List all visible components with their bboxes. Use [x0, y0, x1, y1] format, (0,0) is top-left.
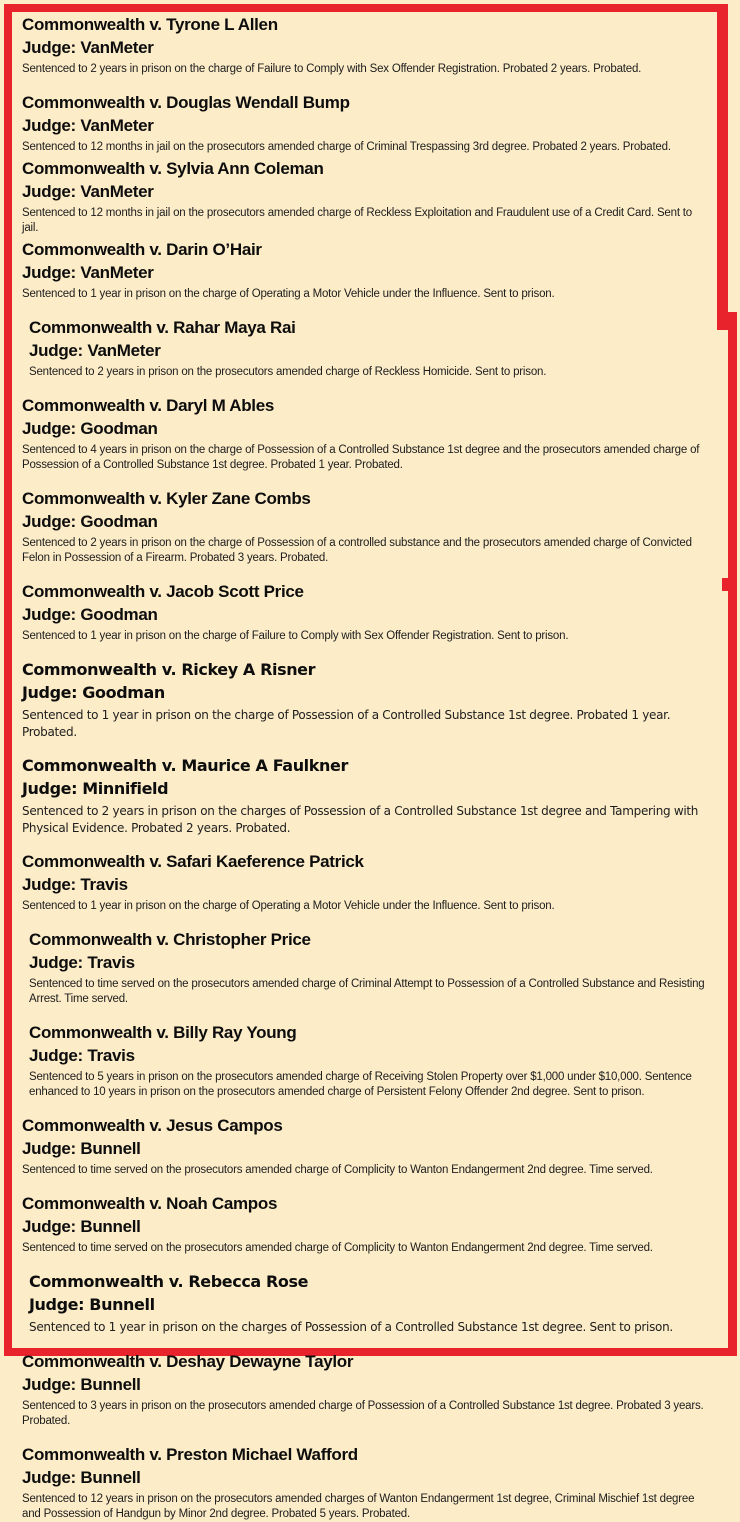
case-judge-line	[22, 1468, 707, 1488]
case-entry	[22, 1193, 707, 1256]
judge-name: VanMeter	[87, 341, 161, 360]
case-title: Commonwealth v. Deshay Dewayne Taylor	[22, 1351, 354, 1371]
judge-name: Travis	[80, 875, 128, 894]
judge-name: Goodman	[80, 605, 158, 624]
case-summary: Sentenced to 1 year in prison on the charge of Operating a Motor Vehicle under the Influence. Sent to prison.	[22, 288, 555, 300]
case-entry	[22, 158, 707, 236]
case-judge-line	[22, 419, 707, 439]
judge-name: Travis	[87, 1046, 135, 1065]
red-border-top	[4, 4, 728, 12]
case-entry	[22, 1271, 707, 1336]
case-entry	[22, 395, 707, 473]
judge-name: VanMeter	[80, 38, 154, 57]
case-title: Commonwealth v. Jacob Scott Price	[22, 582, 304, 601]
case-entry	[22, 1115, 707, 1178]
case-summary: Sentenced to 2 years in prison on the prosecutors amended charge of Reckless Homicide. Sent to prison.	[29, 366, 547, 378]
case-title: Commonwealth v. Preston Michael Wafford	[22, 1444, 358, 1464]
case-summary: Sentenced to 12 years in prison on the prosecutors amended charges of Wanton Endangerment 1st degree, Criminal Mischief 1st degree and Possession of Handgun by Minor 2nd degree. Probated 5 years. Probated.	[22, 1492, 695, 1520]
case-summary: Sentenced to 5 years in prison on the prosecutors amended charge of Receiving Stolen Property over $1,000 under $10,000. Sentence enhanced to 10 years in prison on the prosecutors amended charge of Persistent Felony Offender 2nd degree. Sent to prison.	[29, 1071, 692, 1098]
judge-label: Judge:	[22, 875, 76, 894]
case-entry	[22, 14, 707, 77]
judge-label: Judge:	[22, 1374, 76, 1394]
case-entry	[22, 851, 707, 914]
judge-label: Judge:	[29, 1295, 85, 1314]
case-judge-line	[22, 605, 707, 625]
case-title: Commonwealth v. Billy Ray Young	[29, 1023, 297, 1042]
judge-name: Bunnell	[80, 1217, 141, 1236]
case-list	[12, 12, 717, 1522]
case-title: Commonwealth v. Sylvia Ann Coleman	[22, 159, 324, 178]
judge-label: Judge:	[22, 419, 76, 438]
case-summary: Sentenced to 4 years in prison on the charge of Possession of a Controlled Substance 1st degree and the prosecutors amended charge of Possession of a Controlled Substance 1st degree. Probated 1 year. Probated.	[22, 444, 700, 471]
case-title: Commonwealth v. Rahar Maya Rai	[29, 318, 296, 337]
case-judge-line	[22, 1375, 707, 1395]
judge-name: Bunnell	[80, 1139, 141, 1158]
case-summary: Sentenced to 12 months in jail on the prosecutors amended charge of Criminal Trespassing 3rd degree. Probated 2 years. Probated.	[22, 141, 671, 153]
judge-label: Judge:	[22, 38, 76, 57]
case-judge-line	[22, 116, 707, 136]
case-title: Commonwealth v. Maurice A Faulkner	[22, 756, 348, 775]
case-summary: Sentenced to 1 year in prison on the charge of Failure to Comply with Sex Offender Registration. Sent to prison.	[22, 630, 569, 642]
case-summary: Sentenced to 2 years in prison on the charges of Possession of a Controlled Substance 1st degree and Tampering with Physical Evidence. Probated 2 years. Probated.	[22, 804, 699, 835]
case-summary: Sentenced to 1 year in prison on the charge of Possession of a Controlled Substance 1st degree. Probated 1 year. Probated.	[22, 708, 671, 739]
judge-name: VanMeter	[80, 182, 154, 201]
case-entry	[22, 92, 707, 155]
judge-name: Bunnell	[89, 1295, 155, 1314]
case-judge-line	[22, 683, 707, 703]
case-title: Commonwealth v. Daryl M Ables	[22, 396, 275, 415]
case-entry	[22, 239, 707, 302]
case-judge-line	[22, 38, 707, 58]
case-title: Commonwealth v. Tyrone L Allen	[22, 15, 278, 34]
case-entry	[22, 1022, 707, 1100]
case-title: Commonwealth v. Safari Kaeference Patrick	[22, 852, 364, 871]
red-border-right-upper	[717, 4, 728, 330]
red-border-seam-notch	[722, 578, 728, 591]
case-summary: Sentenced to 1 year in prison on the charges of Possession of a Controlled Substance 1st degree. Sent to prison.	[29, 1320, 673, 1334]
judge-name: VanMeter	[80, 116, 154, 135]
case-entry	[22, 929, 707, 1007]
judge-name: VanMeter	[80, 263, 154, 282]
judge-label: Judge:	[29, 1046, 83, 1065]
case-title: Commonwealth v. Rebecca Rose	[29, 1272, 309, 1291]
case-summary: Sentenced to time served on the prosecutors amended charge of Complicity to Wanton Endangerment 2nd degree. Time served.	[22, 1164, 653, 1176]
judge-name: Bunnell	[80, 1467, 141, 1487]
case-title: Commonwealth v. Rickey A Risner	[22, 660, 316, 679]
case-judge-line	[29, 1046, 707, 1066]
case-entry	[22, 317, 707, 380]
case-judge-line	[22, 779, 707, 799]
case-summary: Sentenced to 12 months in jail on the prosecutors amended charge of Reckless Exploitation and Fraudulent use of a Credit Card. Sent to jail.	[22, 207, 693, 234]
judge-name: Travis	[87, 953, 135, 972]
judge-label: Judge:	[22, 182, 76, 201]
case-judge-line	[22, 875, 707, 895]
case-judge-line	[22, 1217, 707, 1237]
case-entry	[22, 755, 707, 836]
case-judge-line	[22, 182, 707, 202]
case-judge-line	[22, 512, 707, 532]
case-entry	[22, 1444, 707, 1522]
case-judge-line	[22, 1139, 707, 1159]
judge-label: Judge:	[22, 779, 78, 798]
judge-name: Goodman	[80, 419, 158, 438]
case-judge-line	[29, 953, 707, 973]
judge-label: Judge:	[22, 512, 76, 531]
case-summary: Sentenced to 1 year in prison on the charge of Operating a Motor Vehicle under the Influence. Sent to prison.	[22, 900, 555, 912]
judge-label: Judge:	[22, 263, 76, 282]
case-title: Commonwealth v. Douglas Wendall Bump	[22, 93, 350, 112]
judge-name: Bunnell	[80, 1374, 141, 1394]
case-entry	[22, 581, 707, 644]
judge-label: Judge:	[29, 341, 83, 360]
judge-label: Judge:	[22, 1139, 76, 1158]
case-title: Commonwealth v. Christopher Price	[29, 930, 311, 949]
judge-label: Judge:	[22, 605, 76, 624]
case-entry	[22, 488, 707, 566]
judge-label: Judge:	[29, 953, 83, 972]
case-title: Commonwealth v. Noah Campos	[22, 1194, 278, 1213]
case-summary: Sentenced to time served on the prosecutors amended charge of Criminal Attempt to Possession of a Controlled Substance and Resisting Arrest. Time served.	[29, 978, 705, 1005]
case-title: Commonwealth v. Darin O’Hair	[22, 240, 262, 259]
judge-label: Judge:	[22, 683, 78, 702]
judge-label: Judge:	[22, 1467, 76, 1487]
judge-name: Goodman	[82, 683, 165, 702]
case-judge-line	[22, 263, 707, 283]
red-border-left	[4, 4, 12, 1356]
case-judge-line	[29, 1295, 707, 1315]
red-border-right-lower	[728, 312, 737, 1356]
case-title: Commonwealth v. Kyler Zane Combs	[22, 489, 311, 508]
case-summary: Sentenced to time served on the prosecutors amended charge of Complicity to Wanton Endangerment 2nd degree. Time served.	[22, 1242, 653, 1254]
case-summary: Sentenced to 3 years in prison on the prosecutors amended charge of Possession of a Controlled Substance 1st degree. Probated 3 years. Probated.	[22, 1399, 704, 1427]
case-title: Commonwealth v. Jesus Campos	[22, 1116, 283, 1135]
case-summary: Sentenced to 2 years in prison on the charge of Possession of a controlled substance and the prosecutors amended charge of Convicted Felon in Possession of a Firearm. Probated 3 years. Probated.	[22, 537, 692, 564]
judge-label: Judge:	[22, 116, 76, 135]
judge-label: Judge:	[22, 1217, 76, 1236]
case-judge-line	[29, 341, 707, 361]
case-entry	[22, 659, 707, 740]
case-entry	[22, 1351, 707, 1429]
judge-name: Minnifield	[82, 779, 169, 798]
case-summary: Sentenced to 2 years in prison on the charge of Failure to Comply with Sex Offender Registration. Probated 2 years. Probated.	[22, 63, 642, 75]
judge-name: Goodman	[80, 512, 158, 531]
